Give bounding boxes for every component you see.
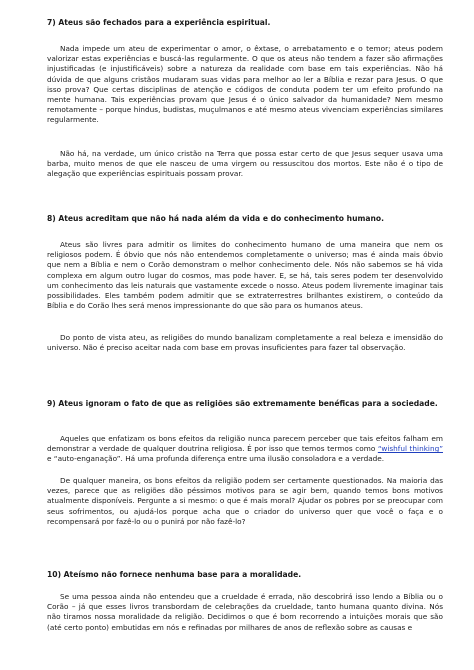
section-9-heading: 9) Ateus ignoram o fato de que as religiões são extremamente benéficas para a sociedade. [47,399,438,408]
section-10-heading: 10) Ateísmo não fornece nenhuma base para a moralidade. [47,570,302,579]
wishful-thinking-link[interactable]: “wishful thinking” [377,444,443,454]
section-8-paragraph-1: Ateus são livres para admitir os limites do conhecimento humano de uma maneira que nem os religiosos podem. É óbvio que nós não entendemos completamente o universo; mas é ainda mais óbvio que nem a Bíblia e nem o Corão demonstram o melhor conhecimento dele. Nós não sabemos se há vida complexa em algum outro lugar do cosmos, mas pode haver. E, se há, tais seres podem ter desenvolvido um conhecimento das leis naturais que vastamente excede o nosso. Ateus podem livremente imaginar tais possibilidades. Eles também podem admitir que se extraterrestres brilhantes existirem, o conteúdo da Bíblia e do Corão lhes será menos impressionante do que são para os humanos ateus. [47,240,443,311]
section-10-paragraph-1: Se uma pessoa ainda não entendeu que a crueldade é errada, não descobrirá isso lendo a Bíblia ou o Corão – já que esses livros transbordam de celebrações da crueldade, tanto humana quanto divina. Nós não tiramos nossa moralidade da religião. Decidimos o que é bom recorrendo a intuições morais que são (até certo ponto) embutidas em nós e refinadas por milhares de anos de reflexão sobre as causas e [47,592,443,632]
section-9-paragraph-1: Aqueles que enfatizam os bons efeitos da religião nunca parecem perceber que tais efeitos falham em demonstrar a verdade de qualquer doutrina religiosa. É por isso que temos termos como “wishful thinking” e “auto-enganação”. Há uma profunda diferença entre uma ilusão consoladora e a verdade. [47,434,443,464]
section-8-paragraph-2: Do ponto de vista ateu, as religiões do mundo banalizam completamente a real beleza e imensidão do universo. Não é preciso aceitar nada com base em provas insuficientes para fazer tal observação. [47,333,443,353]
section-7-heading: 7) Ateus são fechados para a experiência espiritual. [47,18,271,27]
section-7-paragraph-2: Não há, na verdade, um único cristão na Terra que possa estar certo de que Jesus sequer usava uma barba, muito menos de que ele nasceu de uma virgem ou ressuscitou dos mortos. Este não é o tipo de alegação que experiências espirituais possam provar. [47,149,443,179]
section-7-paragraph-1: Nada impede um ateu de experimentar o amor, o êxtase, o arrebatamento e o temor; ateus podem valorizar estas experiências e buscá-las regularmente. O que os ateus não tendem a fazer são afirmações injustificadas (e injustificáveis) sobre a natureza da realidade com base em tais experiências. Não há dúvida de que alguns cristãos mudaram suas vidas para melhor ao ler a Bíblia e rezar para Jesus. O que isso prova? Que certas disciplinas de atenção e códigos de conduta podem ter um efeito profundo na mente humana. Tais experiências provam que Jesus é o único salvador da humanidade? Nem mesmo remotamente – porque hindus, budistas, muçulmanos e até mesmo ateus vivenciam experiências similares regularmente. [47,44,443,125]
section-9-paragraph-2: De qualquer maneira, os bons efeitos da religião podem ser certamente questionados. Na maioria das vezes, parece que as religiões dão péssimos motivos para se agir bem, quando temos bons motivos atualmente disponíveis. Pergunte a si mesmo: o que é mais moral? Ajudar os pobres por se preocupar com seus sofrimentos, ou ajudá-los porque acha que o criador do universo quer que você o faça e o recompensará por fazê-lo ou o punirá por não fazê-lo? [47,476,443,526]
section-8-heading: 8) Ateus acreditam que não há nada além da vida e do conhecimento humano. [47,214,385,223]
